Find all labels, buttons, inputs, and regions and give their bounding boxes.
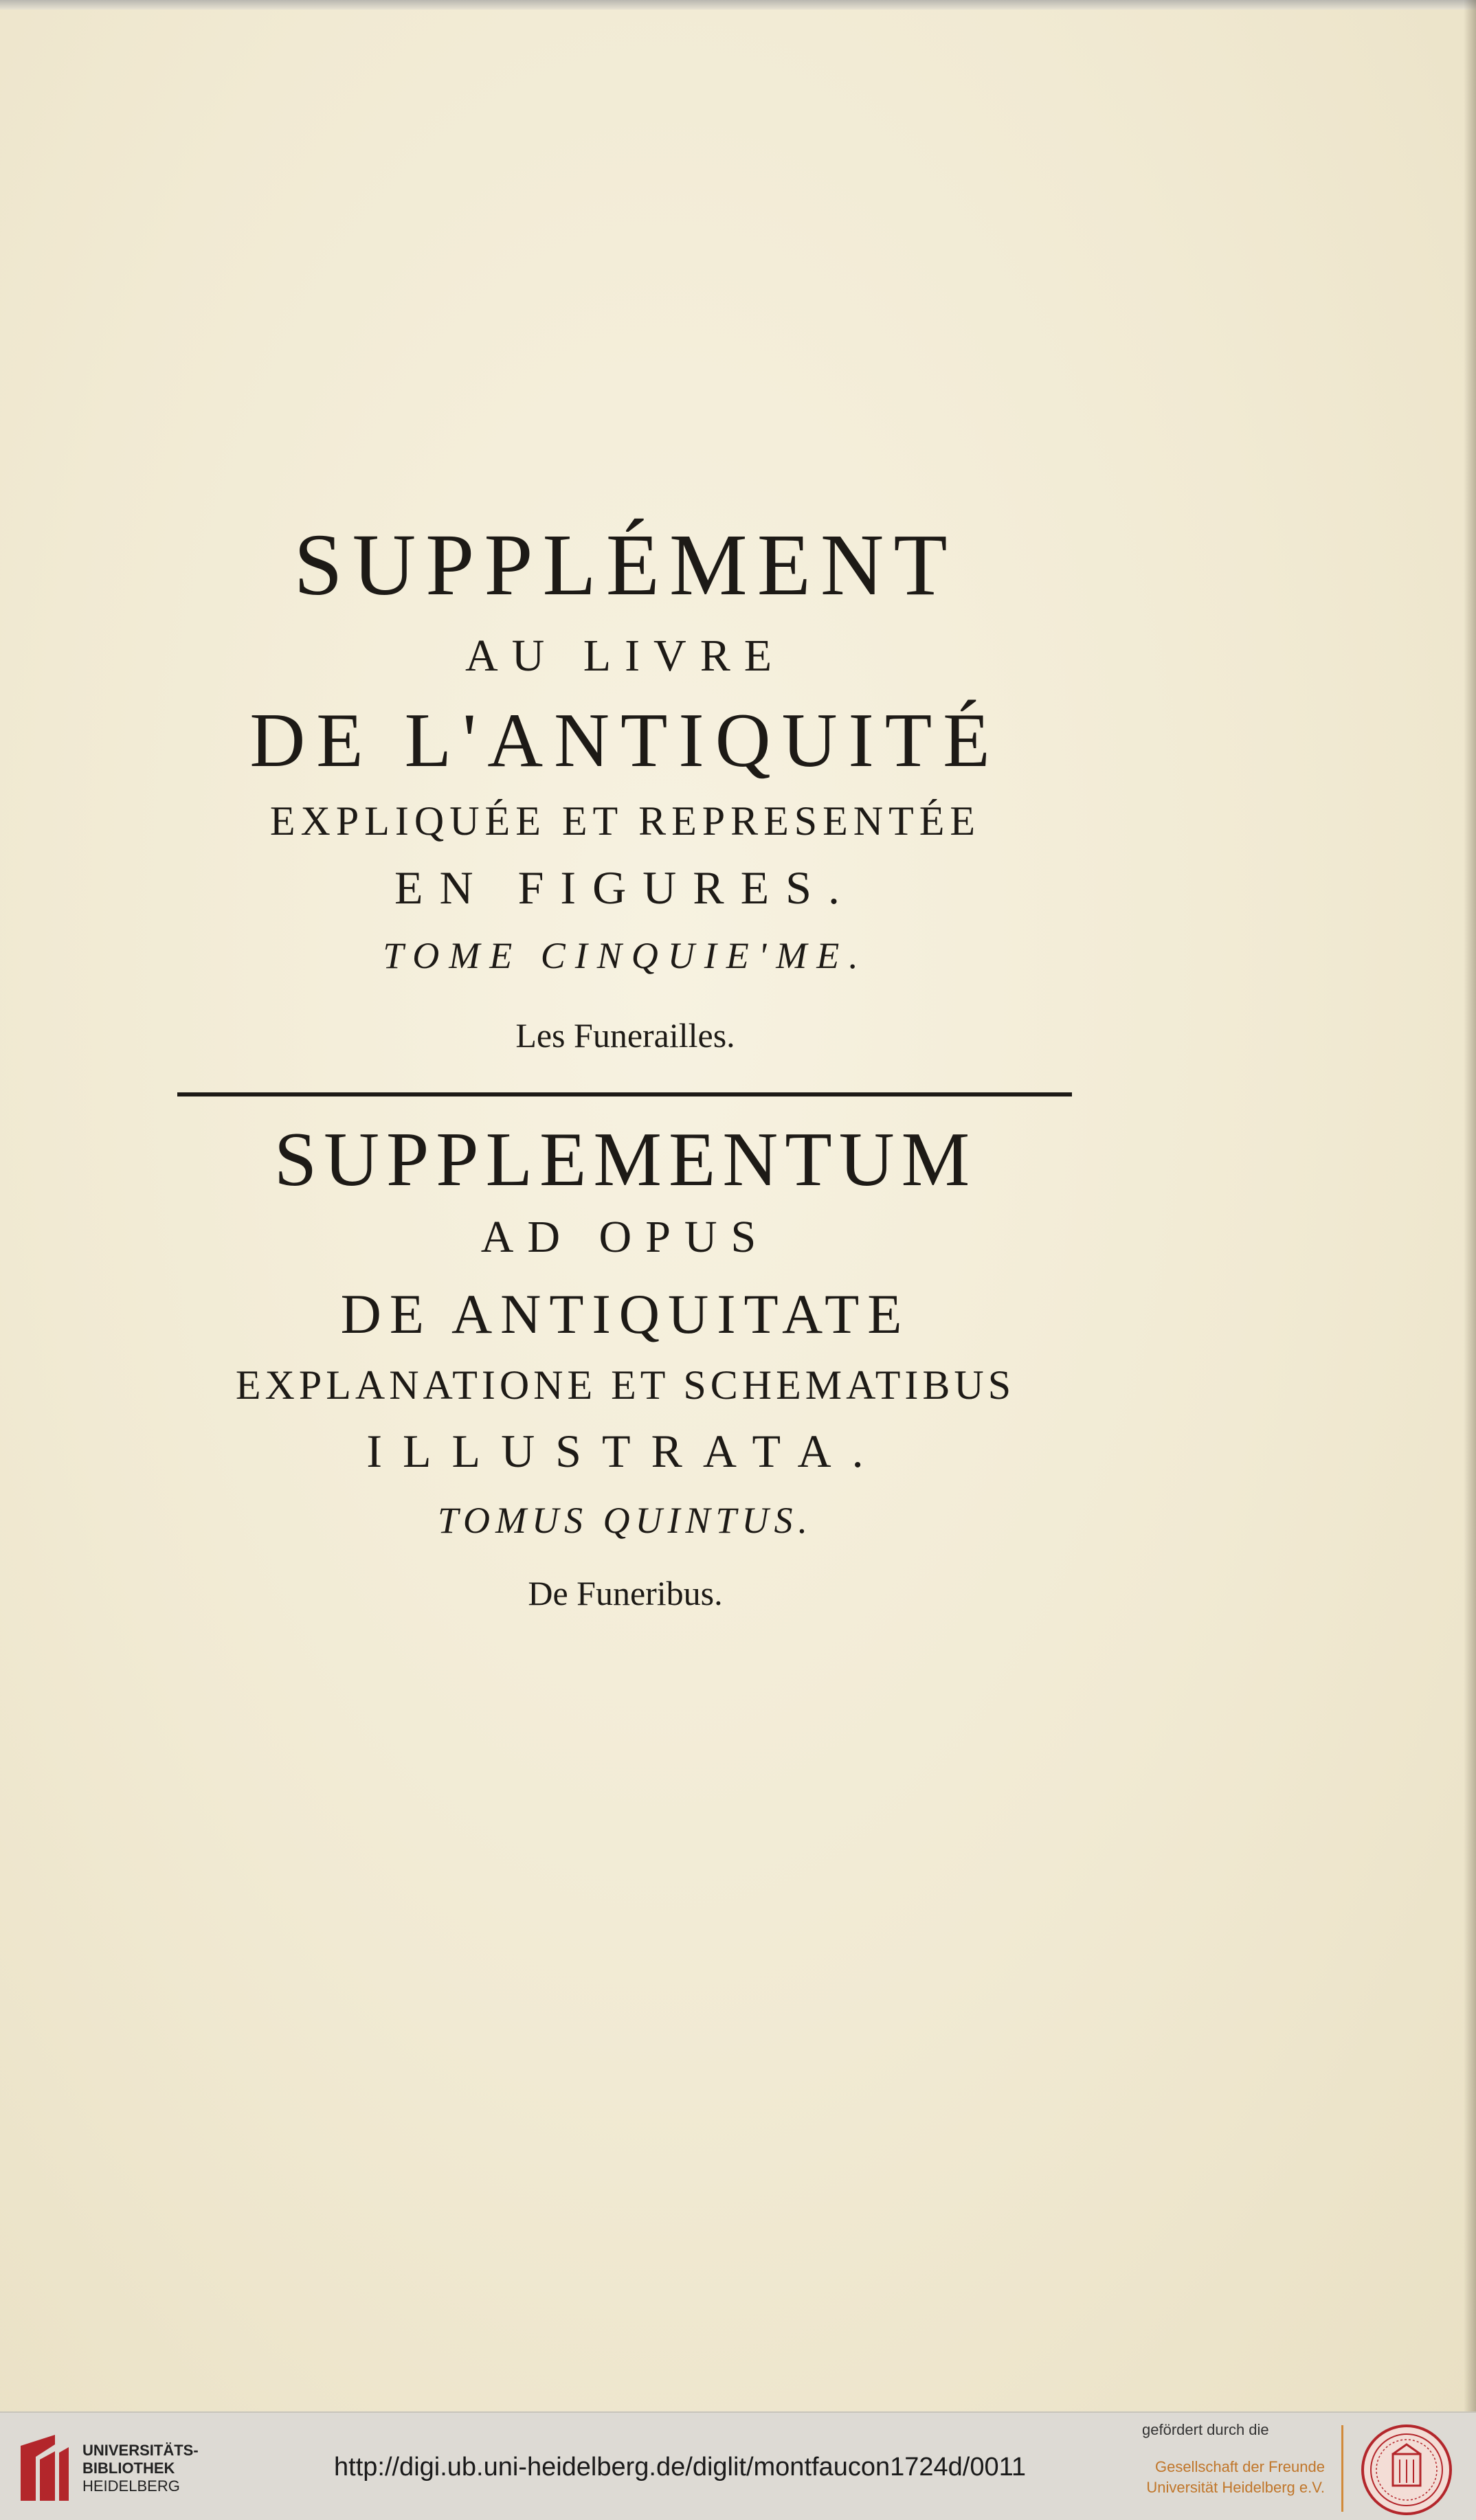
library-name-line2: BIBLIOTHEK	[82, 2460, 175, 2477]
french-title-line6: TOME CINQUIE'ME.	[383, 935, 868, 976]
latin-title-line4: EXPLANATIONE ET SCHEMATIBUS	[235, 1362, 1016, 1408]
ub-heidelberg-logo-icon[interactable]	[15, 2432, 71, 2506]
latin-title-line3: DE ANTIQUITATE	[340, 1283, 910, 1345]
latin-title-line2: AD OPUS	[480, 1212, 770, 1262]
library-name-line3: HEIDELBERG	[82, 2477, 180, 2495]
title-page-text	[137, 0, 1113, 2411]
sponsor-block	[1142, 2421, 1348, 2498]
viewer-footer	[0, 2411, 1476, 2520]
latin-title-line1: SUPPLEMENTUM	[273, 1117, 977, 1202]
latin-title-line5: ILLUSTRATA.	[366, 1425, 884, 1477]
permalink-url[interactable]: http://digi.ub.uni-heidelberg.de/diglit/montfaucon1724d/0011	[334, 2453, 1027, 2482]
section-divider-rule	[177, 1092, 1072, 1096]
french-title-line3: DE L'ANTIQUITÉ	[249, 698, 1001, 783]
french-title-line1: SUPPLÉMENT	[293, 516, 957, 614]
latin-title-line6: TOMUS QUINTUS.	[437, 1500, 814, 1541]
french-title-line2: AU LIVRE	[465, 631, 786, 681]
french-title-line5: EN FIGURES.	[394, 862, 857, 914]
sponsor-name-line2[interactable]: Universität Heidelberg e.V.	[1146, 2479, 1325, 2496]
latin-title-line7: De Funeribus.	[528, 1574, 723, 1612]
library-name-line1: UNIVERSITÄTS-	[82, 2442, 199, 2459]
french-title-line4: EXPLIQUÉE ET REPRESENTÉE	[269, 798, 981, 844]
university-seal-icon[interactable]	[1361, 2424, 1453, 2516]
sponsor-lead: gefördert durch die	[1142, 2421, 1269, 2438]
sponsor-name-line1[interactable]: Gesellschaft der Freunde	[1154, 2458, 1325, 2475]
french-title-line7: Les Funerailles.	[515, 1016, 735, 1055]
sponsor-divider	[1341, 2425, 1343, 2512]
library-name	[82, 2442, 199, 2495]
